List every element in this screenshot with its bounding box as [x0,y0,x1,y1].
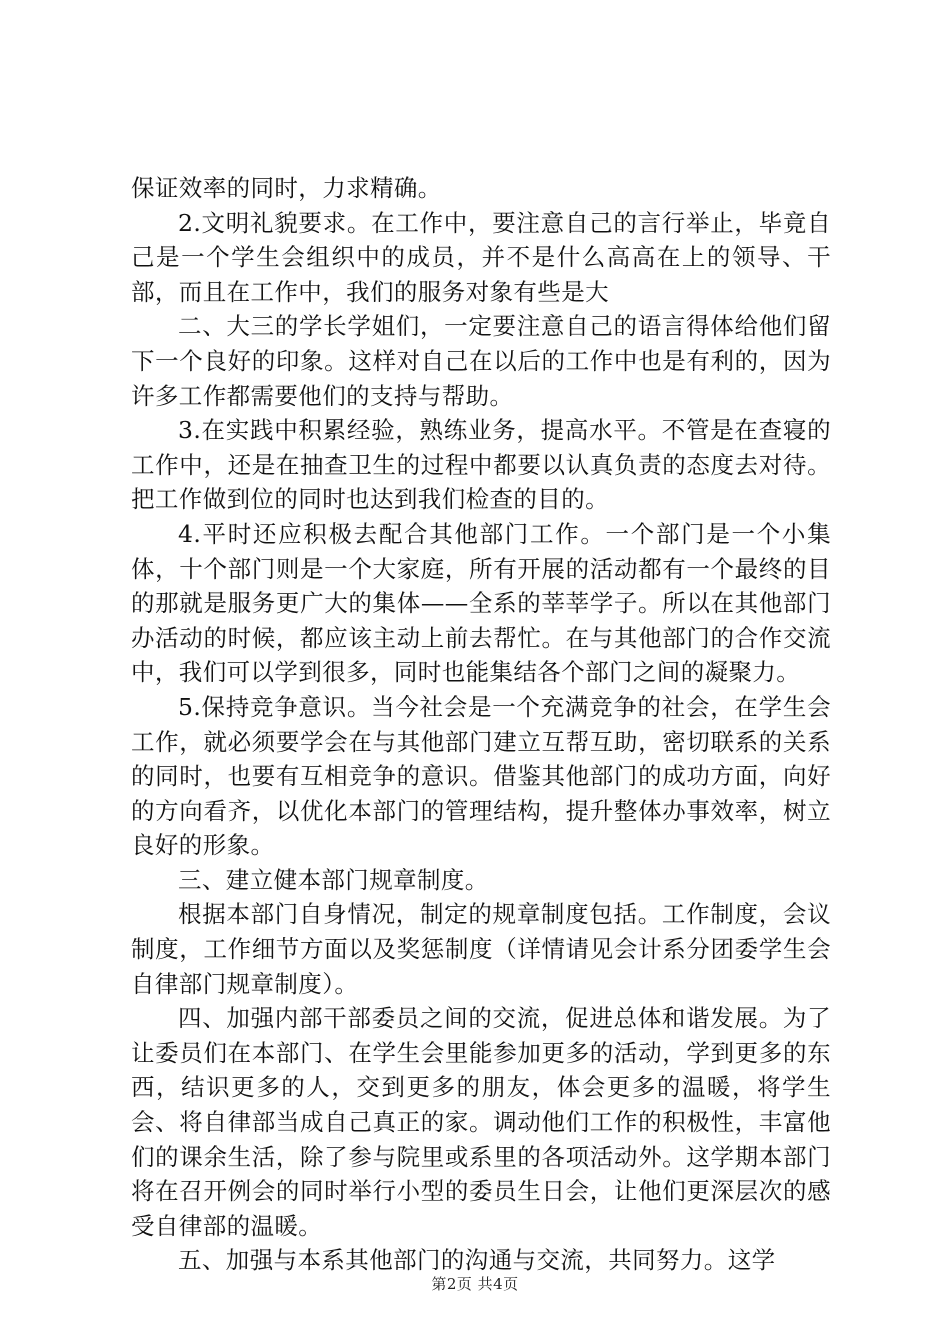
paragraph: 三、建立健本部门规章制度。 [178,865,489,894]
paragraph: 4.平时还应积极去配合其他部门工作。一个部门是一个小集体，十个部门则是一个大家庭，所有开展的活动都有一个最终的目的那就是服务更广大的集体——全系的莘莘学子。所以在其他部门办活动的时候，都应该主动上前去帮忙。在与其他部门的合作交流中，我们可以学到很多，同时也能集结各个部门之间的凝聚力。 [131,519,831,687]
paragraph: 二、大三的学长学姐们，一定要注意自己的语言得体给他们留下一个良好的印象。这样对自己在以后的工作中也是有利的，因为许多工作都需要他们的支持与帮助。 [131,312,831,410]
paragraph: 根据本部门自身情况，制定的规章制度包括。工作制度，会议制度，工作细节方面以及奖惩制度（详情请见会计系分团委学生会自律部门规章制度）。 [131,900,831,998]
paragraph: 2.文明礼貌要求。在工作中，要注意自己的言行举止，毕竟自己是一个学生会组织中的成员，并不是什么高高在上的领导、干部，而且在工作中，我们的服务对象有些是大 [131,208,831,306]
paragraph: 保证效率的同时，力求精确。 [131,174,442,202]
paragraph: 5.保持竞争意识。当今社会是一个充满竞争的社会，在学生会工作，就必须要学会在与其他部门建立互帮互助，密切联系的关系的同时，也要有互相竞争的意识。借鉴其他部门的成功方面，向好的方向看齐，以优化本部门的管理结构，提升整体办事效率，树立良好的形象。 [131,692,831,860]
paragraph: 四、加强内部干部委员之间的交流，促进总体和谐发展。为了让委员们在本部门、在学生会里能参加更多的活动，学到更多的东西，结识更多的人，交到更多的朋友，体会更多的温暖，将学生会、将自律部当成自己真正的家。调动他们工作的积极性，丰富他们的课余生活，除了参与院里或系里的各项活动外。这学期本部门将在召开例会的同时举行小型的委员生日会，让他们更深层次的感受自律部的温暖。 [131,1004,831,1240]
paragraph: 3.在实践中积累经验，熟练业务，提高水平。不管是在查寝的工作中，还是在抽查卫生的过程中都要以认真负责的态度去对待。把工作做到位的同时也达到我们检查的目的。 [131,416,831,514]
page-number-footer: 第2页 共4页 [431,1275,519,1293]
paragraph: 五、加强与本系其他部门的沟通与交流，共同努力。这学 [178,1246,776,1275]
document-body [131,171,831,1278]
